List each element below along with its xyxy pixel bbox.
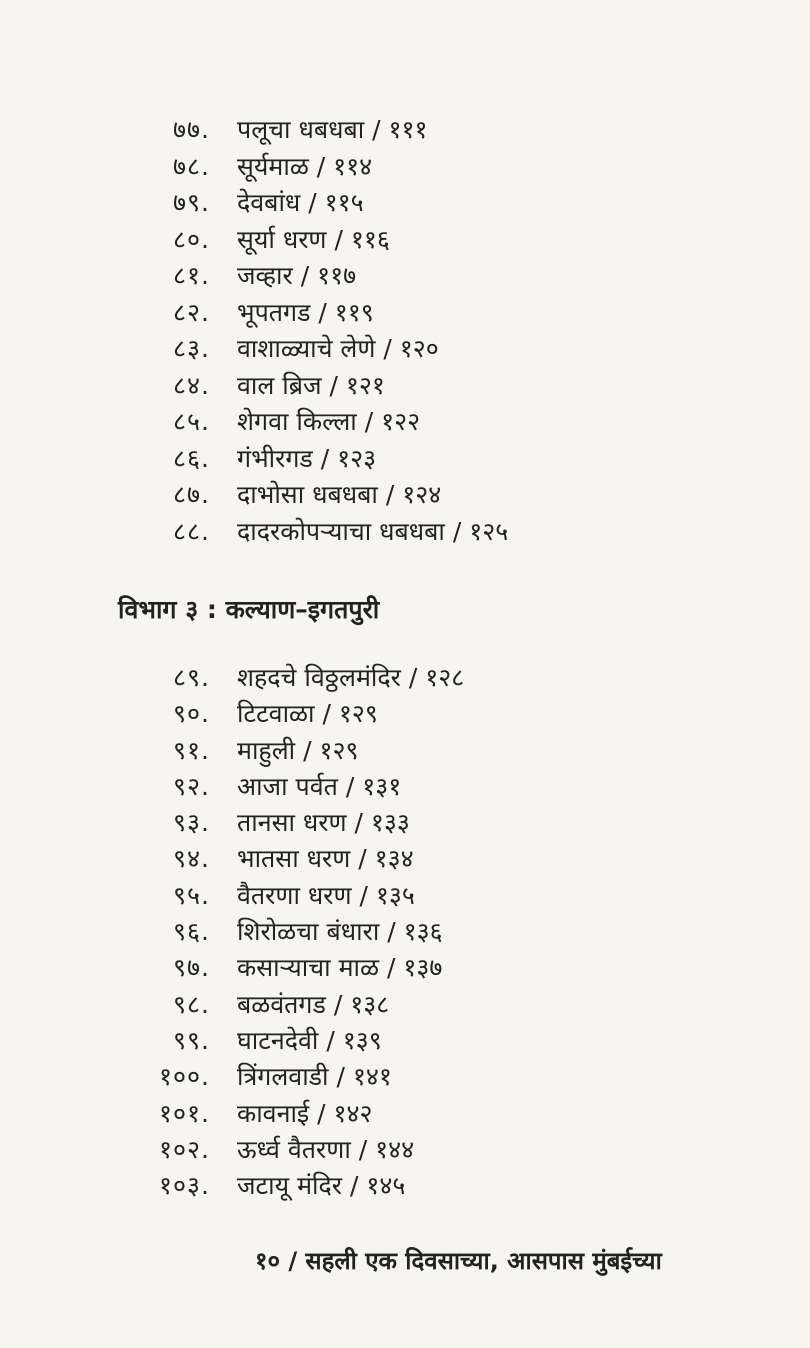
- contents-entry: [0, 914, 810, 950]
- entry-number: ८०.: [173, 224, 210, 254]
- contents-entry: [0, 222, 810, 259]
- entry-number: ९१.: [173, 735, 210, 765]
- contents-entry: [0, 112, 810, 149]
- contents-entry: [0, 1023, 810, 1059]
- entry-number: ८४.: [173, 370, 210, 400]
- entry-title: कसाऱ्याचा माळ / १३७: [237, 953, 443, 983]
- entry-title: तानसा धरण / १३३: [237, 808, 410, 838]
- entry-number: ८८.: [173, 516, 210, 546]
- entry-number: ८१.: [173, 261, 210, 290]
- entry-title: आजा पर्वत / १३१: [237, 771, 402, 801]
- entry-number: ८२.: [173, 297, 210, 327]
- contents-entry: [0, 805, 810, 841]
- entry-title: दादरकोपऱ्याचा धबधबा / १२५: [237, 516, 509, 546]
- contents-entry: [0, 1096, 810, 1132]
- entry-title: पलूचा धबधबा / १११: [237, 115, 428, 144]
- contents-entry: [0, 987, 810, 1023]
- entry-title: वैतरणा धरण / १३५: [237, 880, 415, 910]
- entry-title: दाभोसा धबधबा / १२४: [237, 480, 442, 509]
- entry-number: ८६.: [173, 443, 210, 473]
- entry-title: माहुली / १२९: [237, 735, 359, 765]
- entry-number: ७८.: [173, 151, 210, 181]
- entry-title: कावनाई / १४२: [237, 1098, 373, 1128]
- entry-title: सूर्यमाळ / ११४: [237, 151, 373, 181]
- entry-title: टिटवाळा / १२९: [237, 699, 378, 729]
- contents-entry: [0, 696, 810, 732]
- entry-title: भातसा धरण / १३४: [237, 844, 414, 874]
- contents-entry: [0, 878, 810, 914]
- contents-entry: [0, 733, 810, 769]
- entry-title: वाल ब्रिज / १२१: [237, 370, 385, 400]
- contents-entry: [0, 404, 810, 441]
- contents-entry: [0, 950, 810, 986]
- entry-title: सूर्या धरण / ११६: [237, 224, 390, 254]
- entry-number: ९७.: [173, 953, 210, 983]
- contents-entry: [0, 441, 810, 478]
- entry-title: वाशाळ्याचे लेणे / १२०: [237, 334, 439, 363]
- entry-title: गंभीरगड / १२३: [237, 443, 377, 473]
- entry-number: ९४.: [173, 844, 210, 874]
- contents-entry: [0, 660, 810, 696]
- entry-title: शिरोळचा बंधारा / १३६: [237, 917, 443, 947]
- contents-list-section-2: [0, 112, 810, 550]
- entry-number: ९०.: [173, 699, 210, 729]
- entry-title: देवबांध / ११५: [237, 188, 364, 217]
- contents-entry: [0, 1132, 810, 1168]
- entry-number: ९८.: [173, 989, 210, 1019]
- entry-title: शहदचे विठ्ठलमंदिर / १२८: [237, 663, 465, 692]
- entry-number: ९९.: [173, 1025, 210, 1055]
- entry-number: ७७.: [173, 115, 210, 144]
- entry-number: ७९.: [173, 188, 210, 217]
- contents-entry: [0, 258, 810, 295]
- entry-number: १०२.: [159, 1134, 210, 1164]
- entry-title: जटायू मंदिर / १४५: [237, 1171, 406, 1201]
- entry-title: ऊर्ध्व वैतरणा / १४४: [237, 1134, 415, 1164]
- section-heading: विभाग ३ : कल्याण–इगतपुरी: [118, 595, 380, 624]
- entry-number: १००.: [159, 1062, 210, 1092]
- entry-title: जव्हार / ११७: [237, 261, 357, 290]
- page-footer: १० / सहली एक दिवसाच्या, आसपास मुंबईच्या: [255, 1247, 662, 1275]
- entry-number: ९५.: [173, 880, 210, 910]
- entry-number: ९३.: [173, 808, 210, 838]
- contents-entry: [0, 1059, 810, 1095]
- contents-entry: [0, 769, 810, 805]
- entry-number: ९२.: [173, 771, 210, 801]
- entry-title: घाटनदेवी / १३९: [237, 1025, 382, 1055]
- contents-list-section-3: [0, 660, 810, 1204]
- entry-title: भूपतगड / ११९: [237, 297, 374, 327]
- contents-entry: [0, 514, 810, 551]
- contents-entry: [0, 368, 810, 405]
- contents-entry: [0, 1168, 810, 1204]
- entry-number: १०१.: [159, 1098, 210, 1128]
- entry-number: ८३.: [173, 334, 210, 363]
- entry-number: ८७.: [173, 480, 210, 509]
- entry-title: शेगवा किल्ला / १२२: [237, 407, 421, 436]
- contents-entry: [0, 149, 810, 186]
- contents-entry: [0, 295, 810, 332]
- contents-entry: [0, 185, 810, 222]
- contents-entry: [0, 841, 810, 877]
- entry-title: बळवंतगड / १३८: [237, 989, 390, 1019]
- contents-entry: [0, 477, 810, 514]
- entry-number: १०३.: [159, 1171, 210, 1201]
- entry-title: त्रिंगलवाडी / १४१: [237, 1062, 392, 1092]
- contents-entry: [0, 331, 810, 368]
- entry-number: ९६.: [173, 917, 210, 947]
- entry-number: ८५.: [173, 407, 210, 436]
- entry-number: ८९.: [173, 663, 210, 692]
